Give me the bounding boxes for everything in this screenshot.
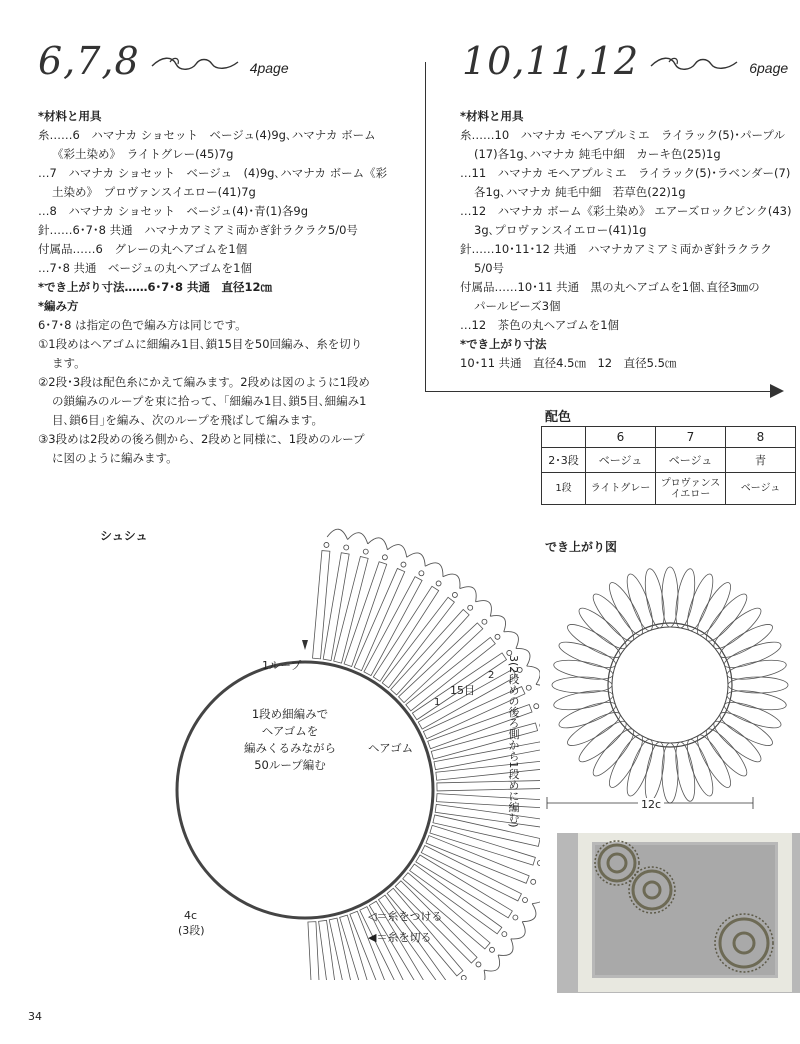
picot-arc bbox=[368, 538, 388, 550]
stitch-mark bbox=[344, 545, 349, 550]
table-row-label: 1段 bbox=[542, 473, 586, 505]
text-line: 6･7･8 は指定の色で編み方は同じです。 bbox=[38, 318, 247, 332]
picot-arc bbox=[511, 922, 525, 939]
petal-loop bbox=[556, 697, 618, 733]
petal-loop bbox=[622, 571, 658, 633]
picot-arc bbox=[387, 545, 406, 558]
text-line: 10･11 共通 直径4.5㎝ 12 直径5.5㎝ bbox=[460, 356, 677, 370]
stitch-mark bbox=[461, 975, 466, 980]
text-line: *でき上がり寸法 bbox=[460, 337, 547, 351]
stitch-mark bbox=[419, 571, 424, 576]
stitch-mark bbox=[468, 605, 473, 610]
text-line: 針……10･11･12 共通 ハマナカアミアミ両かぎ針ラクラク bbox=[460, 242, 772, 256]
hairband-ring bbox=[177, 662, 433, 918]
table-cell: ライトグレー bbox=[586, 473, 656, 505]
stitch-mark bbox=[513, 915, 518, 920]
picot-arc bbox=[498, 939, 513, 956]
text-line: 5/0号 bbox=[474, 261, 505, 275]
product-photo bbox=[557, 833, 800, 993]
left-header bbox=[38, 39, 289, 83]
picot-arc bbox=[443, 574, 460, 589]
stitch-mark bbox=[476, 962, 481, 967]
text-line: 糸……10 ハマナカ モヘアプルミエ ライラック(5)･パープル bbox=[460, 128, 785, 142]
finished-title: でき上がり図 bbox=[545, 540, 618, 554]
petal-loop bbox=[682, 737, 718, 799]
petal-loop bbox=[556, 637, 618, 673]
table-cell bbox=[542, 427, 586, 448]
petal-loop bbox=[622, 737, 658, 799]
table-header-cell: 6 bbox=[586, 427, 656, 448]
color-table-title: 配色 bbox=[545, 410, 572, 425]
picot-arc bbox=[460, 587, 476, 602]
text-line: …11 ハマナカ モヘアプルミエ ライラック(5)･ラベンダー(7) bbox=[460, 166, 791, 180]
chain-loop bbox=[319, 920, 341, 980]
stitch-mark bbox=[495, 634, 500, 639]
chain-loop bbox=[323, 553, 349, 661]
right-page-ref: 6page bbox=[749, 60, 789, 76]
text-line: 針……6･7･8 共通 ハマナカアミアミ両かぎ針ラクラク5/0号 bbox=[38, 223, 358, 237]
table-cell: 青 bbox=[726, 448, 796, 473]
stitch-mark bbox=[526, 685, 531, 690]
text-line: …12 ハマナカ ボーム《彩土染め》 エアーズロックピンク(43) bbox=[460, 204, 792, 218]
left-page-ref: 4page bbox=[249, 60, 289, 76]
color-table bbox=[541, 426, 796, 505]
stitch-mark bbox=[324, 542, 329, 547]
center-note bbox=[230, 706, 350, 774]
petal-loop bbox=[662, 743, 678, 803]
text-line: 《彩土染め》 ライトグレー(45)7g bbox=[52, 147, 234, 161]
picot-arc bbox=[327, 529, 347, 539]
text-line: …7･8 共通 ベージュの丸ヘアゴムを1個 bbox=[38, 261, 252, 275]
text-line: 付属品……10･11 共通 黒の丸ヘアゴムを1個､直径3㎜の bbox=[460, 280, 760, 294]
page-number: 34 bbox=[28, 1010, 42, 1023]
stitch-mark bbox=[452, 592, 457, 597]
inner-ring bbox=[612, 627, 728, 743]
text-line: 糸……6 ハマナカ ショセット ベージュ(4)9g､ハマナカ ボーム bbox=[38, 128, 376, 142]
text-line: …7 ハマナカ ショセット ベージュ (4)9g､ハマナカ ボーム《彩 bbox=[38, 166, 388, 180]
picot-arc bbox=[532, 885, 540, 904]
text-line: …8 ハマナカ ショセット ベージュ(4)･青(1)各9g bbox=[38, 204, 308, 218]
left-instructions bbox=[38, 107, 418, 468]
table-row bbox=[542, 448, 796, 473]
text-line: ①1段めはヘアゴムに細編み1目､鎖15目を50回編み、糸を切り bbox=[38, 337, 363, 351]
text-line: 付属品……6 グレーの丸ヘアゴムを1個 bbox=[38, 242, 248, 256]
center-note-line: 50ループ編む bbox=[254, 758, 326, 772]
row-1-label: 1 bbox=[434, 697, 441, 708]
petal-loop bbox=[722, 637, 784, 673]
center-note-line: 編みくるみながら bbox=[244, 741, 336, 755]
table-header-cell: 8 bbox=[726, 427, 796, 448]
finished-diagram bbox=[540, 555, 800, 815]
table-row bbox=[542, 473, 796, 505]
center-note-line: ヘアゴムを bbox=[261, 724, 319, 738]
text-line: *でき上がり寸法……6･7･8 共通 直径12㎝ bbox=[38, 280, 273, 294]
stitch-mark bbox=[401, 562, 406, 567]
text-line: 目､鎖6目｣を編み、次のループを飛ばして編みます。 bbox=[52, 413, 324, 427]
petal-loop bbox=[552, 677, 612, 693]
chain-loop bbox=[340, 915, 379, 980]
table-cell: ベージュ bbox=[726, 473, 796, 505]
text-line: 3g､プロヴァンスイエロー(41)1g bbox=[474, 223, 647, 237]
text-line: パールビーズ3個 bbox=[474, 299, 561, 313]
stitch-mark bbox=[482, 619, 487, 624]
petal-loop bbox=[722, 697, 784, 733]
loop-label: 1ループ bbox=[262, 659, 302, 672]
right-header bbox=[462, 39, 789, 83]
photo-image bbox=[557, 833, 800, 993]
picot-arc bbox=[504, 632, 519, 649]
picot-arc bbox=[490, 616, 505, 632]
stitch-mark bbox=[534, 704, 539, 709]
stitch-mark bbox=[537, 861, 540, 866]
text-line: の鎖編みのループを束に拾って、｢細編み1目､鎖5目､細編み1 bbox=[52, 394, 367, 408]
hairband-label: ヘアゴム bbox=[368, 741, 414, 755]
stitch-mark bbox=[436, 581, 441, 586]
picot-arc bbox=[484, 955, 500, 971]
left-title: 6,7,8 bbox=[38, 39, 140, 83]
section-divider bbox=[425, 391, 775, 392]
text-line: 土染め》 プロヴァンスイエロー(41)7g bbox=[52, 185, 256, 199]
size-rows-label: (3段) bbox=[178, 924, 205, 937]
picot-arc bbox=[527, 666, 540, 684]
chain-loop bbox=[437, 794, 540, 808]
flourish-ornament bbox=[150, 54, 242, 74]
picot-arc bbox=[348, 533, 368, 544]
stitch-mark bbox=[531, 879, 536, 884]
legend-cut: ◀＝糸を切る bbox=[368, 931, 432, 944]
cut-marker-icon bbox=[302, 640, 308, 650]
picot-arc bbox=[407, 553, 426, 566]
center-note-line: 1段め細編みで bbox=[251, 707, 329, 721]
stitch-count-label: 15目 bbox=[450, 684, 475, 697]
picot-arc bbox=[469, 970, 485, 980]
text-line: *編み方 bbox=[38, 299, 79, 313]
chain-loop bbox=[436, 761, 540, 780]
text-line: (17)各1g､ハマナカ 純毛中細 カーキ色(25)1g bbox=[474, 147, 721, 161]
text-line: に図のように編みます。 bbox=[52, 451, 178, 465]
table-header-cell: 7 bbox=[656, 427, 726, 448]
diagram-title: シュシュ bbox=[100, 529, 148, 543]
legend-attach: ◁＝糸をつける bbox=[368, 910, 443, 923]
text-line: 各1g､ハマナカ 純毛中細 若草色(22)1g bbox=[474, 185, 686, 199]
flourish-ornament bbox=[649, 54, 741, 74]
table-cell: プロヴァンス イエロー bbox=[656, 473, 726, 505]
materials-heading: *材料と用具 bbox=[460, 109, 524, 123]
materials-heading: *材料と用具 bbox=[38, 109, 102, 123]
column-divider bbox=[425, 62, 426, 392]
petal-loop bbox=[662, 567, 678, 627]
petal-loop bbox=[728, 677, 788, 693]
stitch-mark bbox=[523, 898, 528, 903]
stitch-mark bbox=[502, 932, 507, 937]
text-line: ③3段めは2段めの後ろ側から、2段めと同様に、1段めのループ bbox=[38, 432, 365, 446]
stitch-mark bbox=[490, 947, 495, 952]
petal-loop bbox=[682, 571, 718, 633]
table-row bbox=[542, 427, 796, 448]
chain-loop bbox=[344, 562, 387, 667]
chain-loop bbox=[435, 804, 540, 827]
right-instructions bbox=[460, 107, 800, 373]
text-line: …12 茶色の丸ヘアゴムを1個 bbox=[460, 318, 620, 332]
table-cell: ベージュ bbox=[586, 448, 656, 473]
stitch-mark bbox=[382, 555, 387, 560]
table-row-label: 2･3段 bbox=[542, 448, 586, 473]
text-line: ②2段･3段は配色糸にかえて編みます。2段めは図のように1段め bbox=[38, 375, 370, 389]
table-cell: ベージュ bbox=[656, 448, 726, 473]
text-line: ます。 bbox=[52, 356, 86, 370]
chain-loop bbox=[437, 780, 540, 790]
picot-arc bbox=[425, 563, 443, 577]
row-3-note: 3(2段めの後ろ側から1段めに編む) bbox=[507, 655, 520, 828]
row-2-label: 2 bbox=[488, 670, 495, 681]
stitch-mark bbox=[363, 549, 368, 554]
right-title: 10,11,12 bbox=[462, 39, 640, 83]
size-label: 4c bbox=[184, 909, 198, 922]
inner-ring bbox=[608, 623, 732, 747]
finished-size-label: 12c bbox=[638, 798, 664, 811]
arrow-right-icon bbox=[770, 384, 784, 398]
picot-arc bbox=[476, 601, 492, 617]
chain-loop bbox=[313, 551, 330, 659]
picot-arc bbox=[522, 904, 536, 922]
